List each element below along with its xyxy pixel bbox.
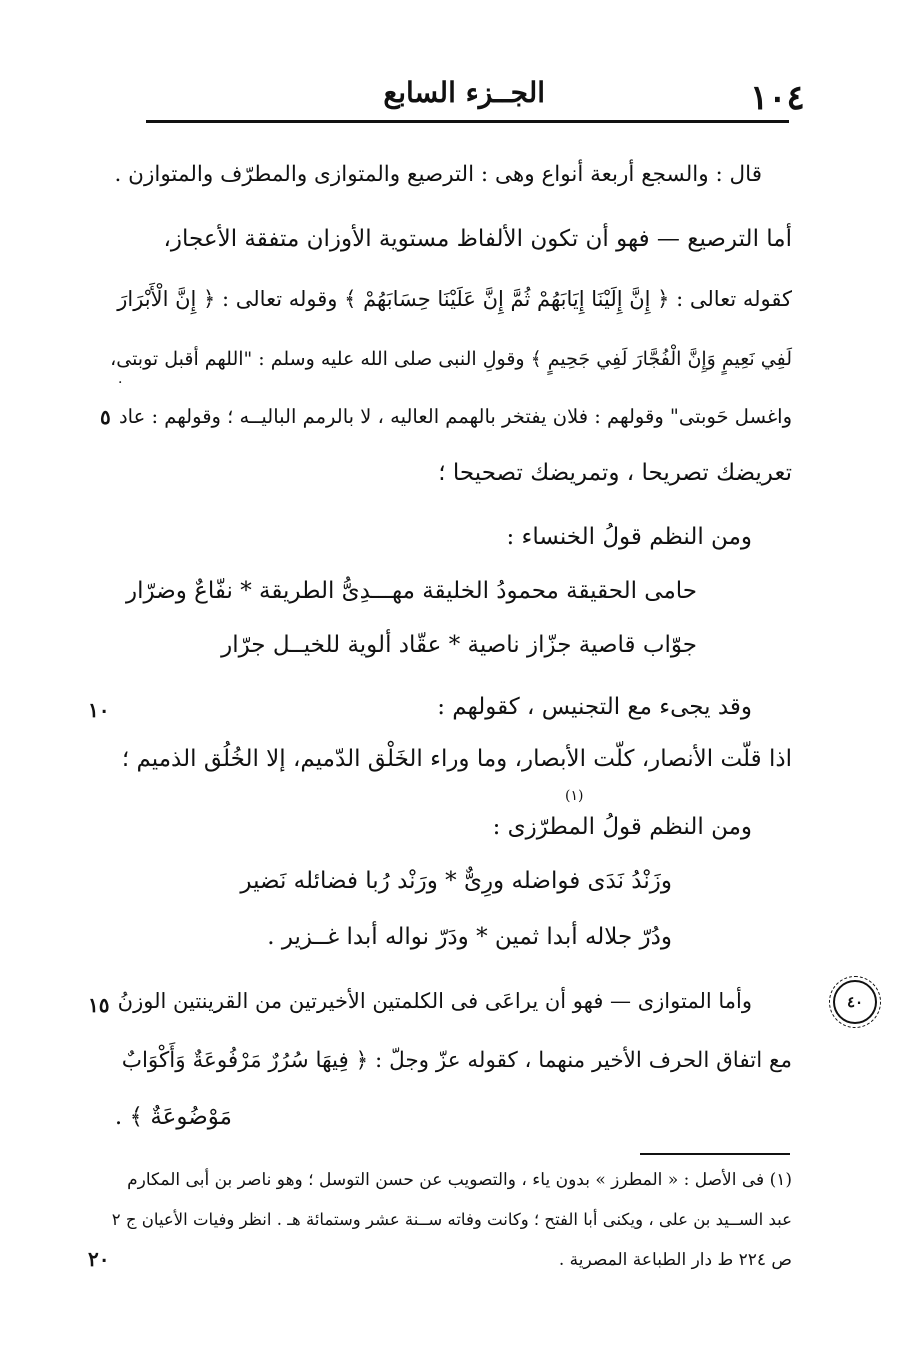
verse-1 [126,574,697,608]
margin-line-number-5: ٥ [100,405,111,429]
page-number: ١٠٤ [750,78,805,118]
body-line-9: اذا قلّت الأنصار، كلّت الأبصار، وما وراء الخَلْق الدّميم، إلا الخُلُق الذميم ؛ [121,746,792,772]
verse-separator: * [448,632,461,658]
verse-3-second-half: ورَنْد رُبا فضائله نَضير [240,868,438,894]
margin-line-number-15: ١٥ [88,993,110,1017]
body-line-8: وقد يجىء مع التجنيس ، كقولهم : [437,694,752,720]
margin-dot-mark: · [118,375,123,391]
verse-2-first-half: جوّاب قاصية جزّاز ناصية [467,632,697,658]
footnote-line-1: (١) فى الأصل : « المطرز » بدون ياء ، والتصويب عن حسن التوسل ؛ وهو ناصر بن أبى المكارم [127,1170,792,1190]
body-line-4: لَفِي نَعِيمٍ وَإِنَّ الْفُجَّارَ لَفِي جَحِيمٍ ﴾ وقولِ النبى صلى الله عليه وسلم : "اللهم أقبل توبتى، [110,348,792,370]
verse-separator: * [476,924,488,950]
body-line-11: وأما المتوازى — فهو أن يراعَى فى الكلمتين الأخيرتين من القرينتين الوزنُ [117,989,752,1013]
verse-4 [267,920,672,954]
body-line-5: واغسل حَوبتى" وقولهم : فلان يفتخر بالهمم العاليه ، لا بالرمم الباليــه ؛ وقولهم : عاد [118,405,792,428]
body-line-3: كقوله تعالى : ﴿ إِنَّ إِلَيْنَا إِيَابَهُمْ ثُمَّ إِنَّ عَلَيْنَا حِسَابَهُمْ ﴾ وقوله تعالى : ﴿ إِنَّ الْأَبْرَارَ [117,287,792,311]
verse-1-first-half: حامى الحقيقة محمودُ الخليقة مهـــدِىُّ الطريقة [259,578,697,604]
body-line-6: تعريضك تصريحا ، وتمريضك تصحيحا ؛ [438,460,792,486]
verse-3-first-half: وزَنْدُ نَدَى فواضله ورِىٌّ [463,868,672,894]
verse-separator: * [445,868,457,894]
margin-line-number-20: ٢٠ [88,1247,110,1271]
footnote-line-3: ص ٢٢٤ ط دار الطباعة المصرية . [558,1250,792,1270]
footnote-rule [640,1153,790,1155]
verse-4-first-half: ودُرّ جلاله أبدا ثمين [494,924,672,950]
footnote-line-2: عبد الســيد بن على ، ويكنى أبا الفتح ؛ وكانت وفاته ســنة عشر وستمائة هـ . انظر وفيات الأعيان ج ٢ [111,1210,792,1229]
body-line-13: مَوْضُوعَةٌ ﴾ . [114,1104,232,1130]
running-head: الجــزء السابع [383,76,545,109]
body-line-12: مع اتفاق الحرف الأخير منهما ، كقوله عزّ وجلّ : ﴿ فِيهَا سُرُرٌ مَرْفُوعَةٌ وَأَكْوَابٌ [121,1048,792,1073]
verse-4-second-half: ودَرّ نواله أبدا غــزير . [267,924,469,950]
verse-2-second-half: عقّاد ألوية للخيــل جرّار [221,632,442,658]
footnote-marker: (١) [565,788,584,804]
body-line-2: أما الترصيع — فهو أن تكون الألفاظ مستوية الأوزان متفقة الأعجاز، [163,226,792,252]
body-line-10: ومن النظم قولُ المطرّزى : [492,814,752,840]
verse-1-second-half: نفّاعٌ وضرّار [126,578,233,604]
verse-separator: * [240,578,252,604]
verse-3 [240,864,672,898]
body-line-1: قال : والسجع أربعة أنواع وهى : الترصيع والمتوازى والمطرّف والمتوازن . [114,162,762,187]
margin-line-number-10: ١٠ [88,698,110,722]
header-rule [146,120,789,123]
page-seal-stamp [833,980,877,1024]
body-line-7: ومن النظم قولُ الخنساء : [506,524,752,550]
seal-text: ٤٠ [846,993,864,1011]
verse-2 [221,628,697,662]
